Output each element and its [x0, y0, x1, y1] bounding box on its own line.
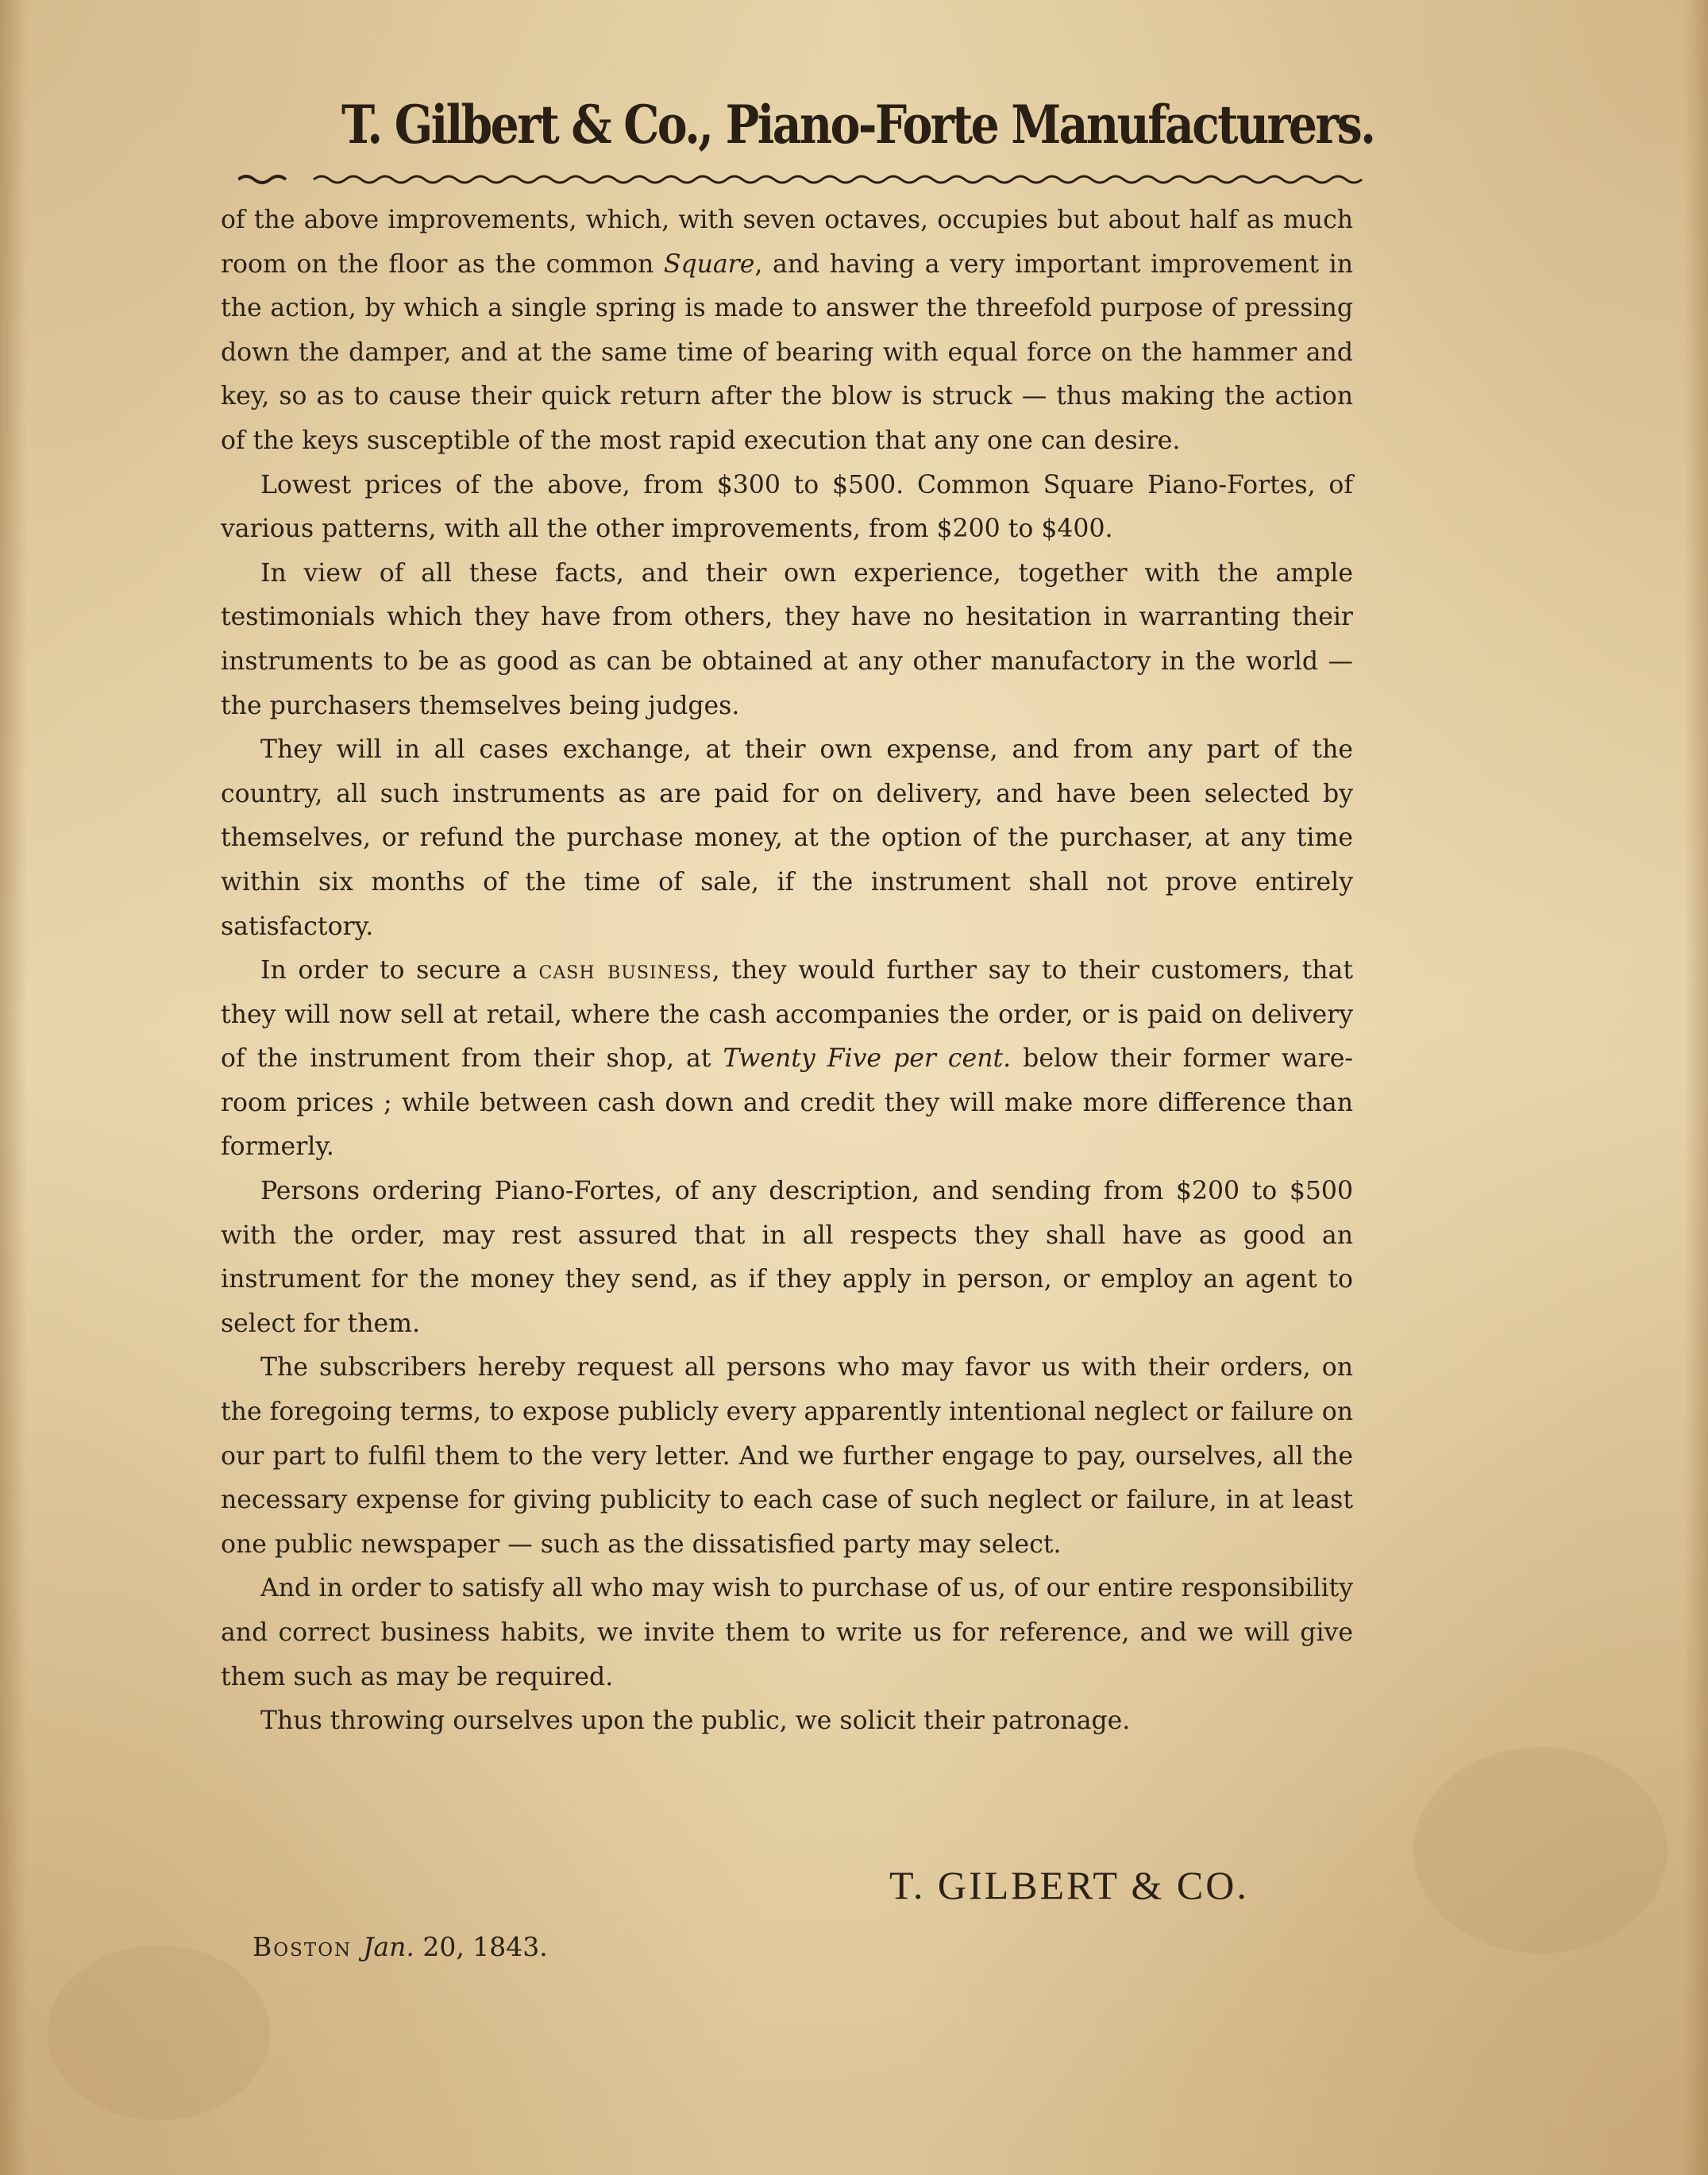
paragraph-text: In view of all these facts, and their own experience, together with the ample testimonials which they have from others, they have no hesitation in warranting their instruments to be as good as can be obtained at any other manufactory in the world — the purchasers themselves being judges. [221, 558, 1353, 720]
paragraph-text: And in order to satisfy all who may wish to purchase of us, of our entire responsibility and correct business habits, we invite them to write us for reference, and we will give them such as may be required. [221, 1574, 1353, 1691]
binding-edge [0, 0, 27, 2175]
italic-text: Twenty Five per cent. [723, 1044, 1012, 1074]
advertisement-body [221, 199, 1353, 1744]
signature: T. GILBERT & CO. [889, 1863, 1249, 1907]
paper-stain [1413, 1747, 1668, 1953]
italic-text: Square [663, 249, 755, 279]
paragraph [221, 949, 1353, 1170]
paragraph [221, 552, 1353, 728]
paper-stain [48, 1946, 270, 2120]
paragraph-text: of the above improvements, which, with seven octaves, occupies but about half as much room on the floor as the common [221, 206, 1353, 279]
paragraph [221, 1699, 1353, 1744]
wavy-rule [238, 171, 1366, 188]
page-edge [1684, 0, 1708, 2175]
dateline [253, 1931, 548, 1962]
edge-mark [6, 318, 8, 429]
paragraph-text: They will in all cases exchange, at their own expense, and from any part of the country, all such instruments as are paid for on delivery, and have been selected by themselves, or refund the purchase money, at the option of the purchaser, at any time within six months of the time of sale, if the instrument shall not prove entirely satisfactory. [221, 735, 1353, 941]
paragraph [221, 1170, 1353, 1346]
paragraph [221, 199, 1353, 464]
dateline-city: Boston [253, 1931, 353, 1962]
paragraph-text: , they would further say to their customers, that they will now sell at retail, where the cash accompanies the order, or is paid on delivery of the instrument from their shop, at [221, 956, 1353, 1074]
paragraph [221, 1567, 1353, 1699]
small-caps-text: cash business [538, 956, 712, 985]
edge-mark [6, 183, 8, 254]
paragraph-text: below their former ware-room prices ; while between cash down and credit they will make more difference than formerly. [221, 1044, 1354, 1162]
paragraph-text: Lowest prices of the above, from $300 to $500. Common Square Piano-Fortes, of various patterns, with all the other improvements, from $200 to $400. [221, 470, 1353, 544]
paragraph-text: , and having a very important improvement in the action, by which a single spring is made to answer the threefold purpose of pressing down the damper, and at the same time of bearing with equal force on the hammer and key, so as to cause their quick return after the blow is struck — thus making the action of the keys susceptible of the most rapid execution that any one can desire. [221, 249, 1354, 455]
dateline-month: Jan. [363, 1931, 414, 1962]
paragraph-text: Persons ordering Piano-Fortes, of any description, and sending from $200 to $500 with the order, may rest assured that in all respects they shall have as good an instrument for the money they send, as if they apply in person, or employ an agent to select for them. [221, 1177, 1353, 1338]
dateline-date: 20, 1843. [414, 1931, 548, 1962]
paragraph [221, 1346, 1353, 1567]
paragraph [221, 728, 1353, 949]
edge-mark [6, 32, 8, 127]
paragraph [221, 464, 1353, 552]
paragraph-text: Thus throwing ourselves upon the public, we solicit their patronage. [260, 1706, 1131, 1736]
page-title: T. Gilbert & Co., Piano-Forte Manufacturers. [341, 94, 1374, 156]
paragraph-text: The subscribers hereby request all persons who may favor us with their orders, on the foregoing terms, to expose publicly every apparently intentional neglect or failure on our part to fulfil them to the very letter. And we further engage to pay, ourselves, all the necessary expense for giving publicity to each case of such neglect or failure, in at least one public newspaper — such as the dissatisfied party may select. [221, 1353, 1353, 1559]
paragraph-text: In order to secure a [260, 956, 539, 985]
